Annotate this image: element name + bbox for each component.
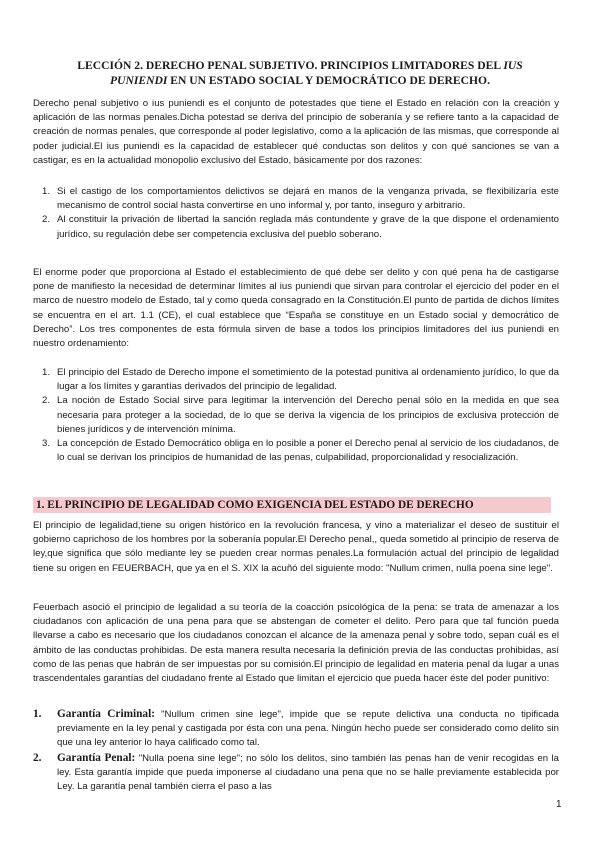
list-item xyxy=(33,437,559,465)
third-paragraph: El principio de legalidad,tiene su origen histórico en la revolución francesa, y vino a materializar el deseo de sustituir el gobierno caprichoso de los hombres por la soberanía popular.El Derecho penal,, queda sometido al principio de reserva de ley,que significa que sólo mediante ley se pueden crear normas penales.La formulación actual del principio de legalidad tiene su origen en FEUERBACH, que ya en el S. XIX la acuñó del siguiente modo: "Nullum crimen, nulla poena sine lege". xyxy=(33,520,559,574)
title-line2: EN UN ESTADO SOCIAL Y DEMOCRÁTICO DE DERECHO. xyxy=(167,74,490,87)
list-number: 3. xyxy=(42,438,51,450)
fourth-paragraph: Feuerbach asoció el principio de legalidad a su teoría de la coacción psicológica de la pena: se trata de amenazar a los ciudadanos con aplicación de una pena para que se abstengan de cometer el delito. Pero para que tal función pueda llevarse a cabo es necesario que los ciudadanos conozcan el alcance de la amenaza penal y sobre todo, sepan cuál es el ámbito de las conductas prohibidas. De esta manera resulta necesaria la definición previa de las conductas prohibidas, así como de las penas que habrán de ser impuestas por su comisión.El principio de legalidad en materia penal da lugar a unas trascendentales garantías del ciudadano frente al Estado que limitan el ejercicio que pueda hacer éste del poder punitivo: xyxy=(33,602,559,685)
intro-paragraph: Derecho penal subjetivo o ius puniendi es el conjunto de potestades que tiene el Estado en relación con la creación y aplicación de las normas penales.Dicha potestad se deriva del principio de soberanía y se refiere tanto a la capacidad de creación de normas penales, que corresponde al poder legislativo, como a la aplicación de las mismas, que corresponde al poder judicial.El ius puniendi es la capacidad de establecer qué conductas son delitos y con qué sanciones se van a castigar, es en la actualidad monopolio exclusivo del Estado, básicamente por dos razones: xyxy=(33,98,559,166)
list-item xyxy=(33,751,559,795)
list-number: 1. xyxy=(42,367,51,378)
list-text: El principio del Estado de Derecho impone el sometimiento de la potestad punitiva al ordenamiento jurídico, lo que da lugar a los límites y garantías derivados del principio de legalidad. xyxy=(57,367,559,393)
components-list xyxy=(33,366,559,465)
lesson-title xyxy=(40,58,560,88)
list-text: "Nulla poena sine lege"; no sólo los delitos, sino también las penas han de venir recogidas en la ley. Esta garantía impide que pueda imponerse al ciudadano una pena que no se halle previamente establecida por Ley. La garantía penal también cierra el paso a las xyxy=(57,752,559,793)
list-item xyxy=(33,707,559,751)
title-italic-puniendi: PUNIENDI xyxy=(110,74,168,87)
guarantee-term: Garantía Criminal: xyxy=(57,708,155,720)
list-number: 2. xyxy=(42,395,51,407)
section-heading: 1. EL PRINCIPIO DE LEGALIDAD COMO EXIGENCIA DEL ESTADO DE DERECHO xyxy=(36,499,474,511)
list-number: 1. xyxy=(42,186,51,197)
list-number: 1. xyxy=(33,708,42,720)
list-item xyxy=(33,185,559,213)
list-text: La noción de Estado Social sirve para legitimar la intervención del Derecho penal sólo en la medida en que sea necesaria para proteger a la sociedad, de lo que se deriva la vigencia de los principios de exclusiva protección de bienes jurídicos y de intervención mínima. xyxy=(57,395,559,435)
list-item xyxy=(33,366,559,394)
list-text: Si el castigo de los comportamientos delictivos se dejará en manos de la venganza privada, se flexibilizaría este mecanismo de control social hasta convertirse en uno informal y, por tanto, inseguro y arbitrario. xyxy=(57,186,559,212)
page-number: 1 xyxy=(556,799,562,810)
guarantee-term: Garantía Penal: xyxy=(57,751,136,764)
list-item xyxy=(33,394,559,437)
second-paragraph: El enorme poder que proporciona al Estado el establecimiento de qué debe ser delito y con qué pena ha de castigarse pone de manifiesto la necesidad de determinar límites al ius puniendi que sirvan para controlar el ejercicio del poder en el marco de nuestro modelo de Estado, tal y como queda consagrado en la Constitución.El punto de partida de dichos límites se encuentra en el art. 1.1 (CE), el cual establece que “España se constituye en un Estado social y democrático de Derecho”. Los tres componentes de esta fórmula sirven de base a todos los principios limitadores del ius puniendi en nuestro ordenamiento: xyxy=(33,267,559,350)
list-item xyxy=(33,213,559,241)
list-text: Al constituir la privación de libertad la sanción reglada más contundente y grave de la que dispone el ordenamiento jurídico, su regulación debe ser competencia exclusiva del pueblo soberano. xyxy=(57,214,559,240)
list-number: 2. xyxy=(33,751,42,764)
list-text: La concepción de Estado Democrático obliga en lo posible a poner el Derecho penal al servicio de los ciudadanos, de lo cual se derivan los principios de humanidad de las penas, culpabilidad, proporcionalidad y resocialización. xyxy=(57,438,559,464)
title-line1: LECCIÓN 2. DERECHO PENAL SUBJETIVO. PRINCIPIOS LIMITADORES DEL xyxy=(77,59,501,72)
list-text: "Nullum crimen sine lege", impide que se repute delictiva una conducta no tipificada previamente en la ley penal y castigada por ésta con una pena. Ningún hecho puede ser considerado como delito sin que una ley anterior lo haya calificado como tal. xyxy=(57,709,559,749)
guarantees-list xyxy=(33,707,559,794)
reasons-list xyxy=(33,185,559,242)
title-italic-ius: IUS xyxy=(503,59,523,72)
list-number: 2. xyxy=(42,214,51,226)
